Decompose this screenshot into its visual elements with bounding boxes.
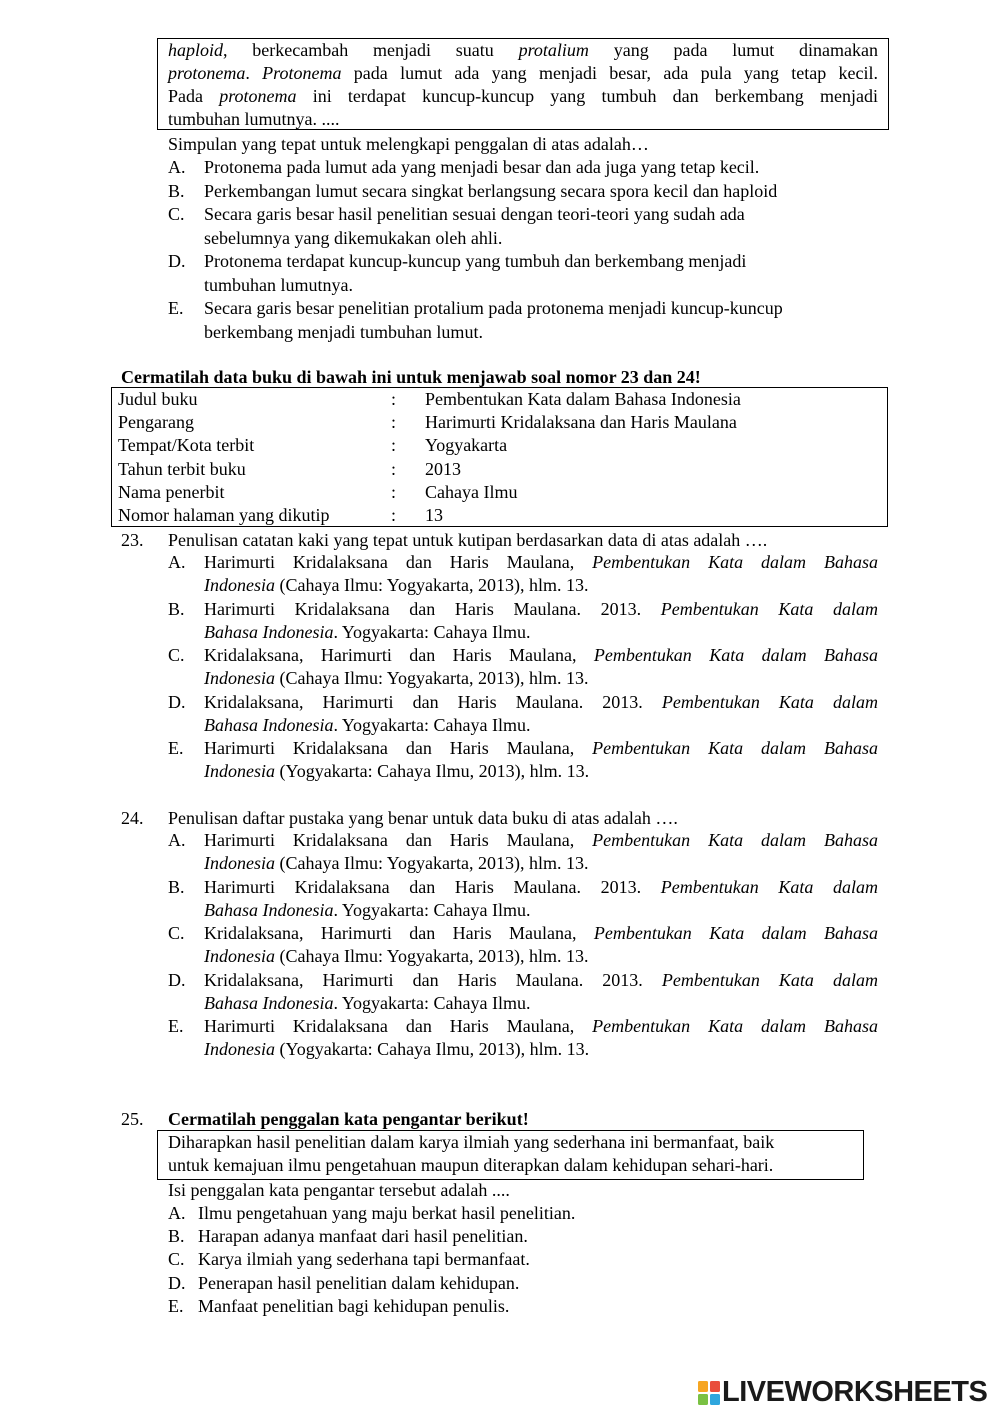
q23-option-line-2 <box>204 714 530 737</box>
text-run: Harimurti Kridalaksana dan Haris Maulana, <box>204 830 593 850</box>
passage-line <box>168 85 878 108</box>
text-run: tumbuhan lumutnya. .... <box>168 109 340 129</box>
text-run: Bahasa Indonesia <box>204 992 334 1013</box>
q25-option-letter: A. <box>168 1203 186 1223</box>
q22-option-letter: E. <box>168 298 184 318</box>
q23-option-line-2 <box>204 621 530 644</box>
q25-option-text: Ilmu pengetahuan yang maju berkat hasil penelitian. <box>198 1203 576 1223</box>
text-run: (Cahaya Ilmu: Yogyakarta, 2013), hlm. 13. <box>275 668 589 688</box>
text-run: yang pada lumut dinamakan <box>588 40 878 60</box>
q24-option-letter: C. <box>168 923 185 943</box>
q25-option-letter: B. <box>168 1226 185 1247</box>
q24-option-line-1 <box>204 969 878 992</box>
text-run: protonema <box>168 63 246 83</box>
q24-option-line-1 <box>204 829 878 852</box>
q25-option-text: Manfaat penelitian bagi kehidupan penulis. <box>198 1295 510 1316</box>
q23-option-line-1 <box>204 551 878 574</box>
q23-option-letter: B. <box>168 598 185 619</box>
q24-option-line-1 <box>204 1015 878 1038</box>
liveworksheets-logo <box>698 1378 994 1408</box>
text-run: Indonesia <box>204 575 275 595</box>
text-run: (Cahaya Ilmu: Yogyakarta, 2013), hlm. 13. <box>275 853 589 873</box>
q23-option-line-1 <box>204 737 878 760</box>
q24-option-line-2 <box>204 992 530 1015</box>
book-field-separator: : <box>391 505 397 525</box>
text-run: Kridalaksana, Harimurti dan Haris Maulana, <box>204 923 594 943</box>
passage-line <box>168 108 878 131</box>
q22-option-text: tumbuhan lumutnya. <box>204 274 353 295</box>
text-run: Bahasa Indonesia <box>204 714 334 735</box>
book-section-heading: Cermatilah data buku di bawah ini untuk menjawab soal nomor 23 dan 24! <box>121 367 701 387</box>
q22-option-letter: A. <box>168 157 186 177</box>
q22-option-letter: D. <box>168 251 186 271</box>
q25-option-text: Penerapan hasil penelitian dalam kehidupan. <box>198 1272 520 1293</box>
q22-option-text: Secara garis besar penelitian protalium pada protonema menjadi kuncup-kuncup <box>204 298 783 318</box>
book-field-label: Nomor halaman yang dikutip <box>118 505 330 525</box>
q24-option-line-2 <box>204 852 588 875</box>
text-run: (Cahaya Ilmu: Yogyakarta, 2013), hlm. 13. <box>275 575 589 595</box>
text-run: Kridalaksana, Harimurti dan Haris Maulana, <box>204 645 594 665</box>
q22-option-text: Protonema terdapat kuncup-kuncup yang tumbuh dan berkembang menjadi <box>204 251 747 271</box>
text-run: Indonesia <box>204 853 275 873</box>
book-field-separator: : <box>391 481 397 502</box>
text-run: Pembentukan Kata dalam Bahasa <box>593 645 878 665</box>
book-field-separator: : <box>391 389 397 409</box>
q25-stem: Isi penggalan kata pengantar tersebut adalah .... <box>168 1180 510 1200</box>
q22-stem: Simpulan yang tepat untuk melengkapi penggalan di atas adalah… <box>168 134 649 154</box>
text-run: . Yogyakarta: Cahaya Ilmu. <box>333 621 531 642</box>
book-field-value: Yogyakarta <box>425 435 508 456</box>
text-run: Harimurti Kridalaksana dan Haris Maulana, <box>204 552 593 572</box>
text-run: Harimurti Kridalaksana dan Haris Maulana. 2013. <box>204 598 661 619</box>
text-run: Pembentukan Kata dalam <box>660 876 878 897</box>
q23-stem: Penulisan catatan kaki yang tepat untuk kutipan berdasarkan data di atas adalah …. <box>168 530 768 550</box>
text-run: Bahasa Indonesia <box>204 621 334 642</box>
q25-option-letter: E. <box>168 1295 184 1316</box>
q23-option-letter: C. <box>168 645 185 665</box>
book-field-value: Pembentukan Kata dalam Bahasa Indonesia <box>425 389 741 409</box>
text-run: (Cahaya Ilmu: Yogyakarta, 2013), hlm. 13. <box>275 946 589 966</box>
text-run: Pembentukan Kata dalam Bahasa <box>592 1016 878 1036</box>
book-field-separator: : <box>391 458 397 479</box>
q24-option-line-2 <box>204 1038 589 1061</box>
q24-option-letter: B. <box>168 876 185 897</box>
book-field-value: Harimurti Kridalaksana dan Haris Maulana <box>425 412 737 433</box>
q23-option-line-2 <box>204 760 589 783</box>
q23-option-line-1 <box>204 598 878 621</box>
q22-option-letter: B. <box>168 180 185 201</box>
book-field-value: 2013 <box>425 458 461 479</box>
q25-excerpt-line-1: Diharapkan hasil penelitian dalam karya ilmiah yang sederhana ini bermanfaat, baik <box>168 1132 775 1152</box>
text-run: Pembentukan Kata dalam Bahasa <box>593 923 878 943</box>
q23-option-line-2 <box>204 667 588 690</box>
text-run: Kridalaksana, Harimurti dan Haris Maulana. 2013. <box>204 969 662 990</box>
q22-option-text: berkembang menjadi tumbuhan lumut. <box>204 321 483 342</box>
text-run: Pembentukan Kata dalam Bahasa <box>592 738 878 758</box>
text-run: Indonesia <box>204 668 275 688</box>
q23-number: 23. <box>121 530 144 550</box>
q22-option-letter: C. <box>168 204 185 224</box>
text-run: Harimurti Kridalaksana dan Haris Maulana, <box>204 738 593 758</box>
q24-option-line-1 <box>204 876 878 899</box>
book-field-separator: : <box>391 435 397 456</box>
text-run: Pembentukan Kata dalam Bahasa <box>592 552 878 572</box>
text-run: Harimurti Kridalaksana dan Haris Maulana, <box>204 1016 593 1036</box>
book-field-label: Tempat/Kota terbit <box>118 435 255 456</box>
q25-excerpt-line-2: untuk kemajuan ilmu pengetahuan maupun diterapkan dalam kehidupan sehari-hari. <box>168 1155 774 1175</box>
text-run: . <box>245 63 263 83</box>
text-run: . Yogyakarta: Cahaya Ilmu. <box>333 714 531 735</box>
q23-option-line-1 <box>204 644 878 667</box>
text-run: Kridalaksana, Harimurti dan Haris Maulana. 2013. <box>204 691 662 712</box>
text-run: Pembentukan Kata dalam <box>661 969 878 990</box>
q22-option-text: sebelumnya yang dikemukakan oleh ahli. <box>204 227 503 248</box>
text-run: (Yogyakarta: Cahaya Ilmu, 2013), hlm. 13. <box>275 1039 590 1059</box>
text-run: haploid <box>168 40 224 60</box>
q25-option-letter: D. <box>168 1272 186 1293</box>
text-run: Harimurti Kridalaksana dan Haris Maulana. 2013. <box>204 876 661 897</box>
q23-option-letter: A. <box>168 552 186 572</box>
q24-number: 24. <box>121 808 144 828</box>
book-field-label: Pengarang <box>118 412 194 433</box>
text-run: . Yogyakarta: Cahaya Ilmu. <box>333 899 531 920</box>
text-run: Bahasa Indonesia <box>204 899 334 920</box>
book-field-label: Nama penerbit <box>118 481 225 502</box>
q24-option-letter: D. <box>168 969 186 990</box>
q22-option-text: Secara garis besar hasil penelitian sesuai dengan teori-teori yang sudah ada <box>204 204 745 224</box>
q24-option-letter: E. <box>168 1016 184 1036</box>
q23-option-letter: E. <box>168 738 184 758</box>
q25-number: 25. <box>121 1109 144 1129</box>
q25-option-letter: C. <box>168 1249 185 1270</box>
q23-option-line-2 <box>204 574 588 597</box>
q24-option-line-1 <box>204 922 878 945</box>
liveworksheets-logo-text: LIVEWORKSHEETS <box>722 1376 988 1408</box>
text-run: ini terdapat kuncup-kuncup yang tumbuh dan berkembang menjadi <box>296 86 878 106</box>
q24-option-line-2 <box>204 899 530 922</box>
q25-option-text: Harapan adanya manfaat dari hasil penelitian. <box>198 1226 528 1247</box>
text-run: Pembentukan Kata dalam <box>661 691 878 712</box>
text-run: protonema <box>219 86 297 106</box>
book-field-separator: : <box>391 412 397 433</box>
q24-option-letter: A. <box>168 830 186 850</box>
text-run: Indonesia <box>204 761 275 781</box>
book-field-label: Judul buku <box>118 389 198 409</box>
q22-option-text: Perkembangan lumut secara singkat berlangsung secara spora kecil dan haploid <box>204 180 778 201</box>
text-run: Protonema <box>262 63 342 83</box>
text-run: . Yogyakarta: Cahaya Ilmu. <box>333 992 531 1013</box>
q25-heading: Cermatilah penggalan kata pengantar berikut! <box>168 1109 529 1129</box>
passage-line <box>168 39 878 62</box>
text-run: Pembentukan Kata dalam Bahasa <box>592 830 878 850</box>
book-field-value: Cahaya Ilmu <box>425 481 518 502</box>
q24-option-line-2 <box>204 945 588 968</box>
text-run: (Yogyakarta: Cahaya Ilmu, 2013), hlm. 13. <box>275 761 590 781</box>
text-run: , berkecambah menjadi suatu <box>223 40 519 60</box>
q24-stem: Penulisan daftar pustaka yang benar untuk data buku di atas adalah …. <box>168 808 678 828</box>
text-run: protalium <box>518 40 589 60</box>
q22-option-text: Protonema pada lumut ada yang menjadi besar dan ada juga yang tetap kecil. <box>204 157 760 177</box>
book-field-label: Tahun terbit buku <box>118 458 246 479</box>
text-run: Pada <box>168 86 220 106</box>
q23-option-letter: D. <box>168 691 186 712</box>
q25-option-text: Karya ilmiah yang sederhana tapi bermanfaat. <box>198 1249 530 1270</box>
passage-line <box>168 62 878 85</box>
text-run: Indonesia <box>204 1039 275 1059</box>
text-run: pada lumut ada yang menjadi besar, ada pula yang tetap kecil. <box>341 63 878 83</box>
text-run: Pembentukan Kata dalam <box>660 598 878 619</box>
book-field-value: 13 <box>425 505 443 525</box>
q23-option-line-1 <box>204 691 878 714</box>
liveworksheets-logo-icon <box>698 1381 720 1405</box>
text-run: Indonesia <box>204 946 275 966</box>
